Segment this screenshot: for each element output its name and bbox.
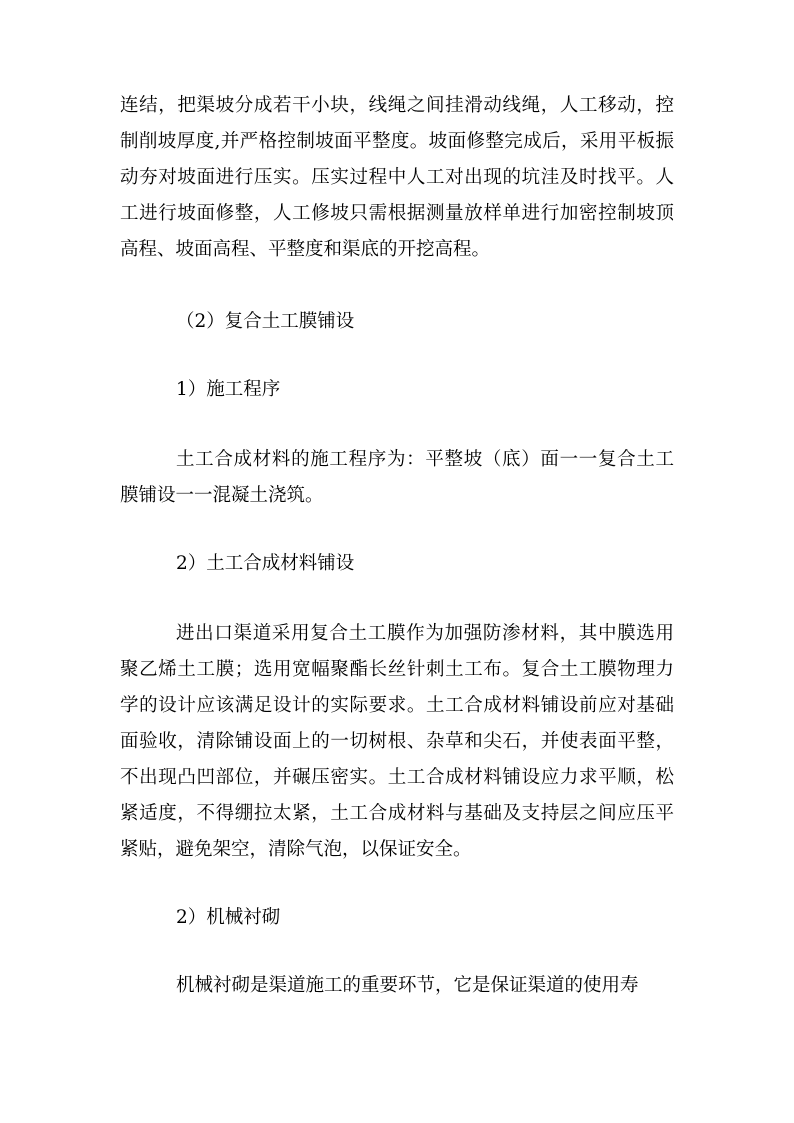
subheading-mechanical-lining: 2）机械衬砌	[176, 907, 281, 928]
paragraph-construction-procedure: 土工合成材料的施工程序为：平整坡（底）面一一复合土工膜铺设一一混凝土浇筑。	[120, 449, 674, 506]
paragraph-slope-trimming: 连结，把渠坡分成若干小块，线绳之间挂滑动线绳，人工移动，控制削坡厚度,并严格控制坡面平整度。坡面修整完成后，采用平板振动夯对坡面进行压实。压实过程中人工对出现的坑洼及时找平。人工进行坡面修整，人工修坡只需根据测量放样单进行加密控制坡顶高程、坡面高程、平整度和渠底的开挖高程。	[120, 95, 674, 260]
subheading-construction-procedure: 1）施工程序	[176, 379, 281, 400]
section-heading-geomembrane: （2）复合土工膜铺设	[176, 311, 355, 332]
paragraph-mechanical-lining: 机械衬砌是渠道施工的重要环节，它是保证渠道的使用寿	[176, 975, 639, 996]
subheading-material-laying: 2）土工合成材料铺设	[176, 553, 355, 574]
paragraph-material-laying: 进出口渠道采用复合土工膜作为加强防渗材料，其中膜选用聚乙烯土工膜；选用宽幅聚酯长丝针刺土工布。复合土工膜物理力学的设计应该满足设计的实际要求。土工合成材料铺设前应对基础面验收，清除铺设面上的一切树根、杂草和尖石，并使表面平整，不出现凸凹部位，并碾压密实。土工合成材料铺设应力求平顺，松紧适度，不得绷拉太紧，土工合成材料与基础及支持层之间应压平紧贴，避免架空，清除气泡，以保证安全。	[120, 623, 674, 860]
